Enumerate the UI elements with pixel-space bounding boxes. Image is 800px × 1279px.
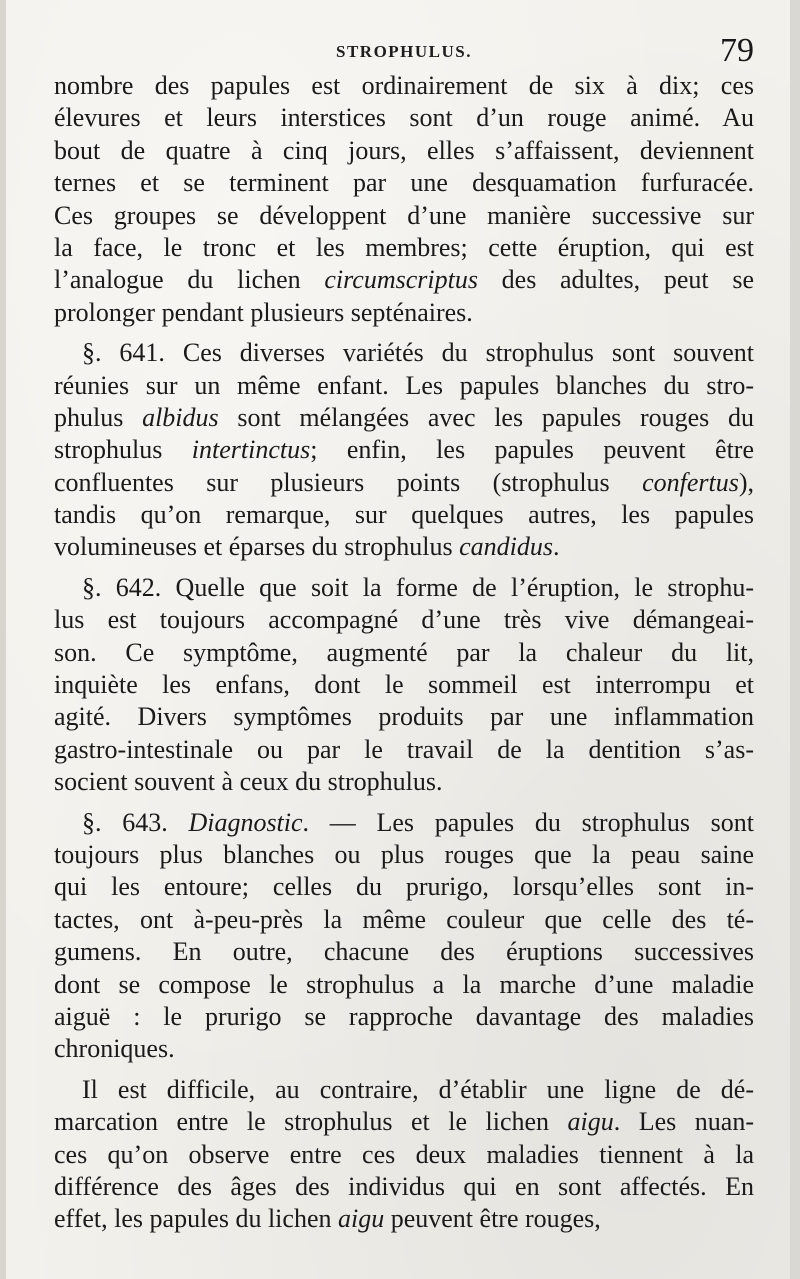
- text-line: [54, 1139, 754, 1171]
- text-segment: son. Ce symptôme, augmenté par la chaleur du lit,: [54, 637, 754, 667]
- text-segment: .: [553, 532, 560, 562]
- text-segment: toujours plus blanches ou plus rouges que la peau saine: [54, 839, 754, 869]
- text-segment: agité. Divers symptômes produits par une inflammation: [54, 702, 754, 732]
- text-line: [54, 969, 754, 1001]
- text-line: [54, 1033, 754, 1065]
- text-line: [54, 264, 754, 296]
- text-segment: nombre des papules est ordinairement de six à dix; ces: [54, 71, 754, 100]
- text-segment: tandis qu’on remarque, sur quelques autres, les papules: [54, 500, 754, 530]
- text-segment: socient souvent à ceux du strophulus.: [54, 767, 443, 797]
- italic-term: intertinctus: [191, 435, 311, 465]
- text-line: [54, 1171, 754, 1203]
- text-line: [54, 499, 754, 531]
- text-line: [54, 871, 754, 903]
- text-segment: marcation entre le strophulus et le lichen: [54, 1107, 568, 1137]
- text-line: [54, 904, 754, 936]
- running-head: STROPHULUS.: [336, 42, 472, 61]
- text-line: [54, 604, 754, 636]
- paragraph: [54, 70, 754, 329]
- text-segment: Il est difficile, au contraire, d’établir une ligne de dé-: [82, 1074, 754, 1104]
- text-line: [54, 232, 754, 264]
- text-line: [54, 766, 754, 798]
- text-line: [54, 531, 754, 563]
- text-segment: Ces groupes se développent d’une manière successive sur: [54, 200, 754, 230]
- text-line: [54, 70, 754, 102]
- text-line: [54, 1203, 754, 1235]
- text-segment: qui les entoure; celles du prurigo, lorsqu’elles sont in-: [54, 872, 754, 902]
- text-segment: phulus: [54, 402, 143, 432]
- text-line: [54, 370, 754, 402]
- paragraph-spacer: [54, 799, 754, 807]
- text-line: [54, 167, 754, 199]
- text-line: [54, 572, 754, 604]
- italic-term: Diagnostic: [188, 807, 303, 837]
- text-segment: la face, le tronc et les membres; cette éruption, qui est: [54, 232, 754, 262]
- paragraph: [54, 1074, 754, 1236]
- italic-term: albidus: [142, 402, 219, 432]
- text-segment: prolonger pendant plusieurs septénaires.: [54, 297, 473, 327]
- text-segment: effet, les papules du lichen: [54, 1204, 338, 1234]
- italic-term: aigu: [337, 1204, 385, 1234]
- text-segment: §. 643.: [82, 807, 189, 837]
- text-segment: inquiète les enfans, dont le sommeil est interrompu et: [54, 670, 754, 700]
- text-segment: sont mélangées avec les papules rouges du: [218, 402, 754, 432]
- text-line: [54, 807, 754, 839]
- text-line: [54, 1001, 754, 1033]
- text-segment: ternes et se terminent par une desquamation furfuracée.: [54, 168, 754, 198]
- text-segment: aiguë : le prurigo se rapproche davantage des maladies: [54, 1001, 754, 1031]
- text-line: [54, 669, 754, 701]
- text-segment: ),: [738, 467, 754, 497]
- text-line: [54, 637, 754, 669]
- italic-term: circumscriptus: [324, 265, 478, 295]
- text-segment: ; enfin, les papules peuvent être: [310, 435, 754, 465]
- paragraph-spacer: [54, 329, 754, 337]
- text-segment: différence des âges des individus qui en sont affectés. En: [54, 1171, 754, 1201]
- paragraph-spacer: [54, 1066, 754, 1074]
- text-line: [54, 337, 754, 369]
- paragraph: [54, 572, 754, 799]
- text-segment: l’analogue du lichen: [54, 265, 325, 295]
- text-segment: volumineuses et éparses du strophulus: [54, 532, 460, 562]
- text-line: [54, 1074, 754, 1106]
- text-line: [54, 701, 754, 733]
- text-line: [54, 936, 754, 968]
- text-segment: réunies sur un même enfant. Les papules blanches du stro-: [54, 370, 754, 400]
- text-segment: lus est toujours accompagné d’une très vive démangeai-: [54, 605, 754, 635]
- text-line: [54, 434, 754, 466]
- text-segment: tactes, ont à-peu-près la même couleur que celle des té-: [54, 904, 754, 934]
- italic-term: confertus: [642, 467, 739, 497]
- paragraph-spacer: [54, 564, 754, 572]
- text-line: [54, 839, 754, 871]
- text-segment: . Les nuan-: [613, 1107, 754, 1137]
- text-segment: §. 641. Ces diverses variétés du strophulus sont souvent: [82, 338, 754, 368]
- text-segment: dont se compose le strophulus a la marche d’une maladie: [54, 969, 754, 999]
- text-segment: gastro-intestinale ou par le travail de la dentition s’as-: [54, 734, 754, 764]
- text-line: [54, 1106, 754, 1138]
- text-segment: élevures et leurs interstices sont d’un rouge animé. Au: [54, 103, 754, 133]
- text-segment: §. 642. Quelle que soit la forme de l’éruption, le strophu-: [82, 572, 754, 602]
- body-text: [54, 70, 754, 1236]
- paragraph: [54, 337, 754, 564]
- text-line: [54, 200, 754, 232]
- text-segment: ces qu’on observe entre ces deux maladies tiennent à la: [54, 1139, 754, 1169]
- text-segment: chroniques.: [54, 1034, 175, 1064]
- text-segment: des adultes, peut se: [477, 265, 754, 295]
- text-line: [54, 734, 754, 766]
- text-segment: confluentes sur plusieurs points (strophulus: [54, 467, 643, 497]
- text-segment: peuvent être rouges,: [384, 1204, 601, 1234]
- text-segment: gumens. En outre, chacune des éruptions successives: [54, 937, 754, 967]
- text-line: [54, 135, 754, 167]
- text-line: [54, 297, 754, 329]
- text-segment: bout de quatre à cinq jours, elles s’affaissent, deviennent: [54, 135, 754, 165]
- text-line: [54, 102, 754, 134]
- paragraph: [54, 807, 754, 1066]
- text-line: [54, 402, 754, 434]
- text-line: [54, 467, 754, 499]
- text-segment: strophulus: [54, 435, 192, 465]
- text-segment: . — Les papules du strophulus sont: [302, 807, 754, 837]
- italic-term: aigu: [567, 1107, 614, 1137]
- italic-term: candidus: [459, 532, 553, 562]
- page-number: 79: [720, 32, 754, 69]
